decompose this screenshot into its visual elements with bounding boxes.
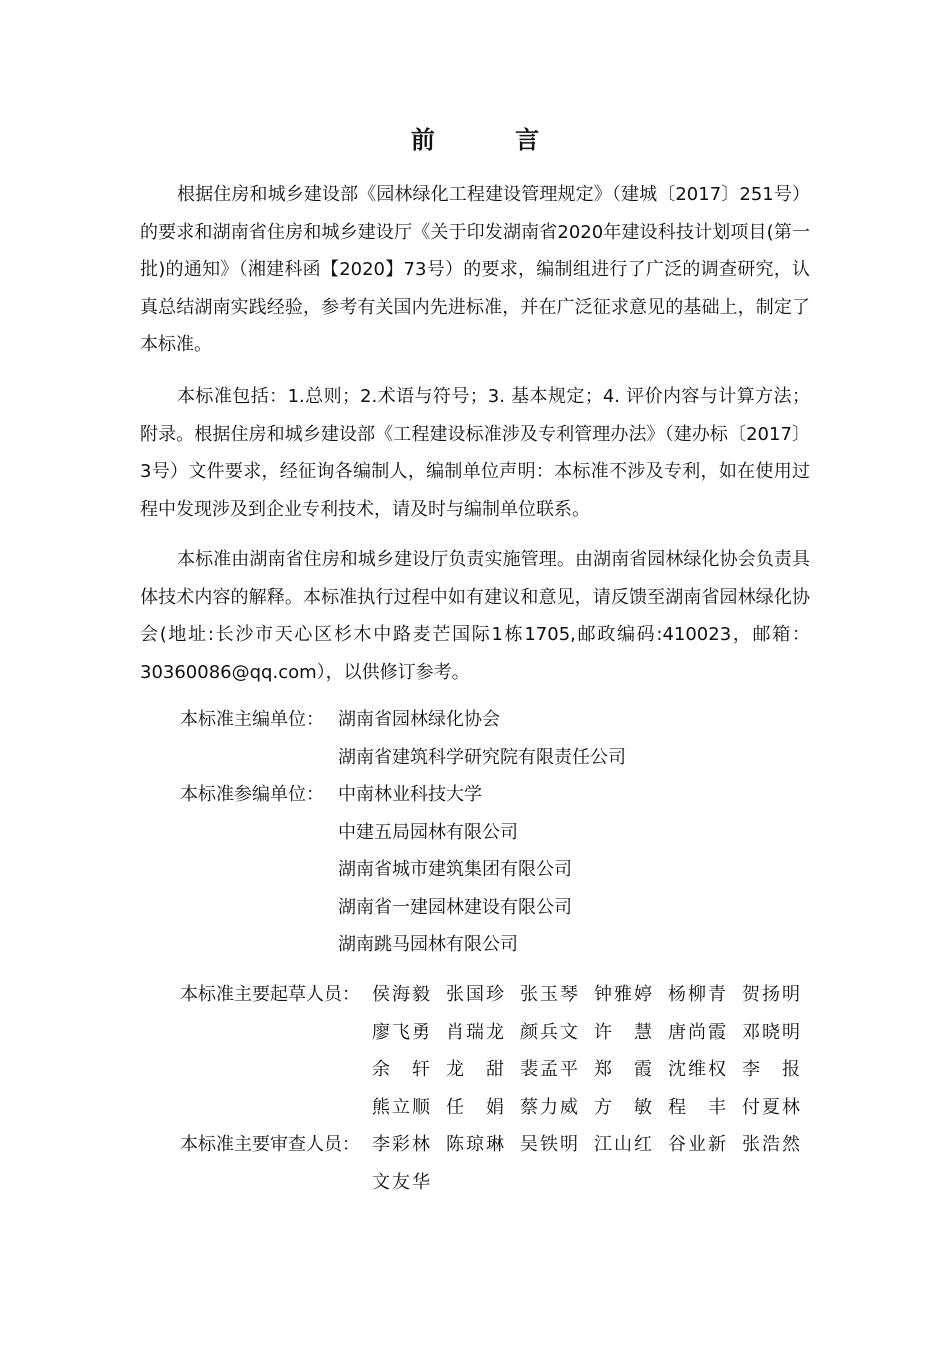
- person-name: 肖瑞龙: [446, 1021, 504, 1043]
- paragraph-basis: 根据住房和城乡建设部《园林绿化工程建设管理规定》（建城〔2017〕251号）的要求和湖南省住房和城乡建设厅《关于印发湖南省2020年建设科技计划项目(第一批)的通知》（湘建科函【2020】73号）的要求，编制组进行了广泛的调查研究，认真总结湖南实践经验，参考有关国内先进标准，并在广泛征求意见的基础上，制定了本标准。: [140, 184, 810, 355]
- person-name: 杨柳青: [668, 984, 726, 1005]
- person-name: 邓晓明: [742, 1021, 800, 1043]
- reviewers-label: 本标准主要审查人员：: [180, 1134, 360, 1155]
- person-name: 文友华: [372, 1171, 430, 1193]
- person-name: 廖飞勇: [372, 1021, 430, 1043]
- person-name: 吴铁明: [520, 1134, 578, 1155]
- unit-name: 中南林业科技大学: [338, 784, 482, 805]
- person-name: 张玉琴: [520, 984, 578, 1005]
- unit-name: 湖南省园林绿化协会: [338, 709, 500, 730]
- person-name: 陈琼琳: [446, 1134, 504, 1155]
- person-name: 付夏林: [742, 1096, 800, 1118]
- drafters-grid: [372, 976, 816, 1126]
- person-name: 李彩林: [372, 1134, 430, 1155]
- person-name: 李报: [742, 1059, 800, 1080]
- paragraph-management: 本标准由湖南省住房和城乡建设厅负责实施管理。由湖南省园林绿化协会负责具体技术内容的解释。本标准执行过程中如有建议和意见，请反馈至湖南省园林绿化协会(地址:长沙市天心区杉木中路麦芒国际1栋1705,邮政编码:410023，邮箱：30360086@qq.com），以供修订参考。: [140, 549, 810, 683]
- unit-name: 湖南省建筑科学研究院有限责任公司: [338, 746, 626, 768]
- chief-units-label: 本标准主编单位：: [180, 709, 324, 730]
- paragraph-contents: 本标准包括：1.总则；2.术语与符号；3. 基本规定；4. 评价内容与计算方法；附录。根据住房和城乡建设部《工程建设标准涉及专利管理办法》（建办标〔2017〕3号）文件要求，经征询各编制人，编制单位声明：本标准不涉及专利，如在使用过程中发现涉及到企业专利技术，请及时与编制单位联系。: [140, 386, 810, 520]
- unit-name: 湖南省城市建筑集团有限公司: [338, 859, 572, 880]
- page-title: 前 言: [410, 126, 576, 154]
- person-name: 龙甜: [446, 1059, 504, 1080]
- person-name: 蔡力威: [520, 1096, 578, 1118]
- unit-name: 中建五局园林有限公司: [338, 821, 518, 843]
- people-section: [180, 976, 820, 1201]
- person-name: 任娟: [446, 1096, 504, 1118]
- participating-units: [180, 776, 810, 964]
- reviewers-grid: [372, 1126, 816, 1201]
- person-name: 钟雅婷: [594, 984, 652, 1005]
- participating-units-label: 本标准参编单位：: [180, 784, 324, 805]
- person-name: 郑霞: [594, 1059, 652, 1080]
- person-name: 沈维权: [668, 1059, 726, 1080]
- person-name: 江山红: [594, 1134, 652, 1155]
- drafters-label: 本标准主要起草人员：: [180, 984, 360, 1005]
- unit-name: 湖南省一建园林建设有限公司: [338, 896, 572, 918]
- chief-units-list: [338, 701, 626, 776]
- person-name: 颜兵文: [520, 1021, 578, 1043]
- chief-units: [180, 701, 810, 776]
- participating-units-list: [338, 776, 572, 964]
- person-name: 许慧: [594, 1021, 652, 1043]
- person-name: 侯海毅: [372, 984, 430, 1005]
- reviewers: [180, 1126, 820, 1201]
- person-name: 方敏: [594, 1096, 652, 1118]
- unit-name: 湖南跳马园林有限公司: [338, 934, 518, 955]
- units-section: [180, 701, 810, 964]
- drafters: [180, 976, 820, 1126]
- person-name: 唐尚霞: [668, 1021, 726, 1043]
- person-name: 熊立顺: [372, 1096, 430, 1118]
- person-name: 裴孟平: [520, 1059, 578, 1080]
- person-name: 张国珍: [446, 984, 504, 1005]
- person-name: 余轩: [372, 1059, 430, 1080]
- person-name: 程丰: [668, 1096, 726, 1118]
- person-name: 谷业新: [668, 1134, 726, 1155]
- person-name: 张浩然: [742, 1134, 800, 1155]
- person-name: 贺扬明: [742, 984, 800, 1005]
